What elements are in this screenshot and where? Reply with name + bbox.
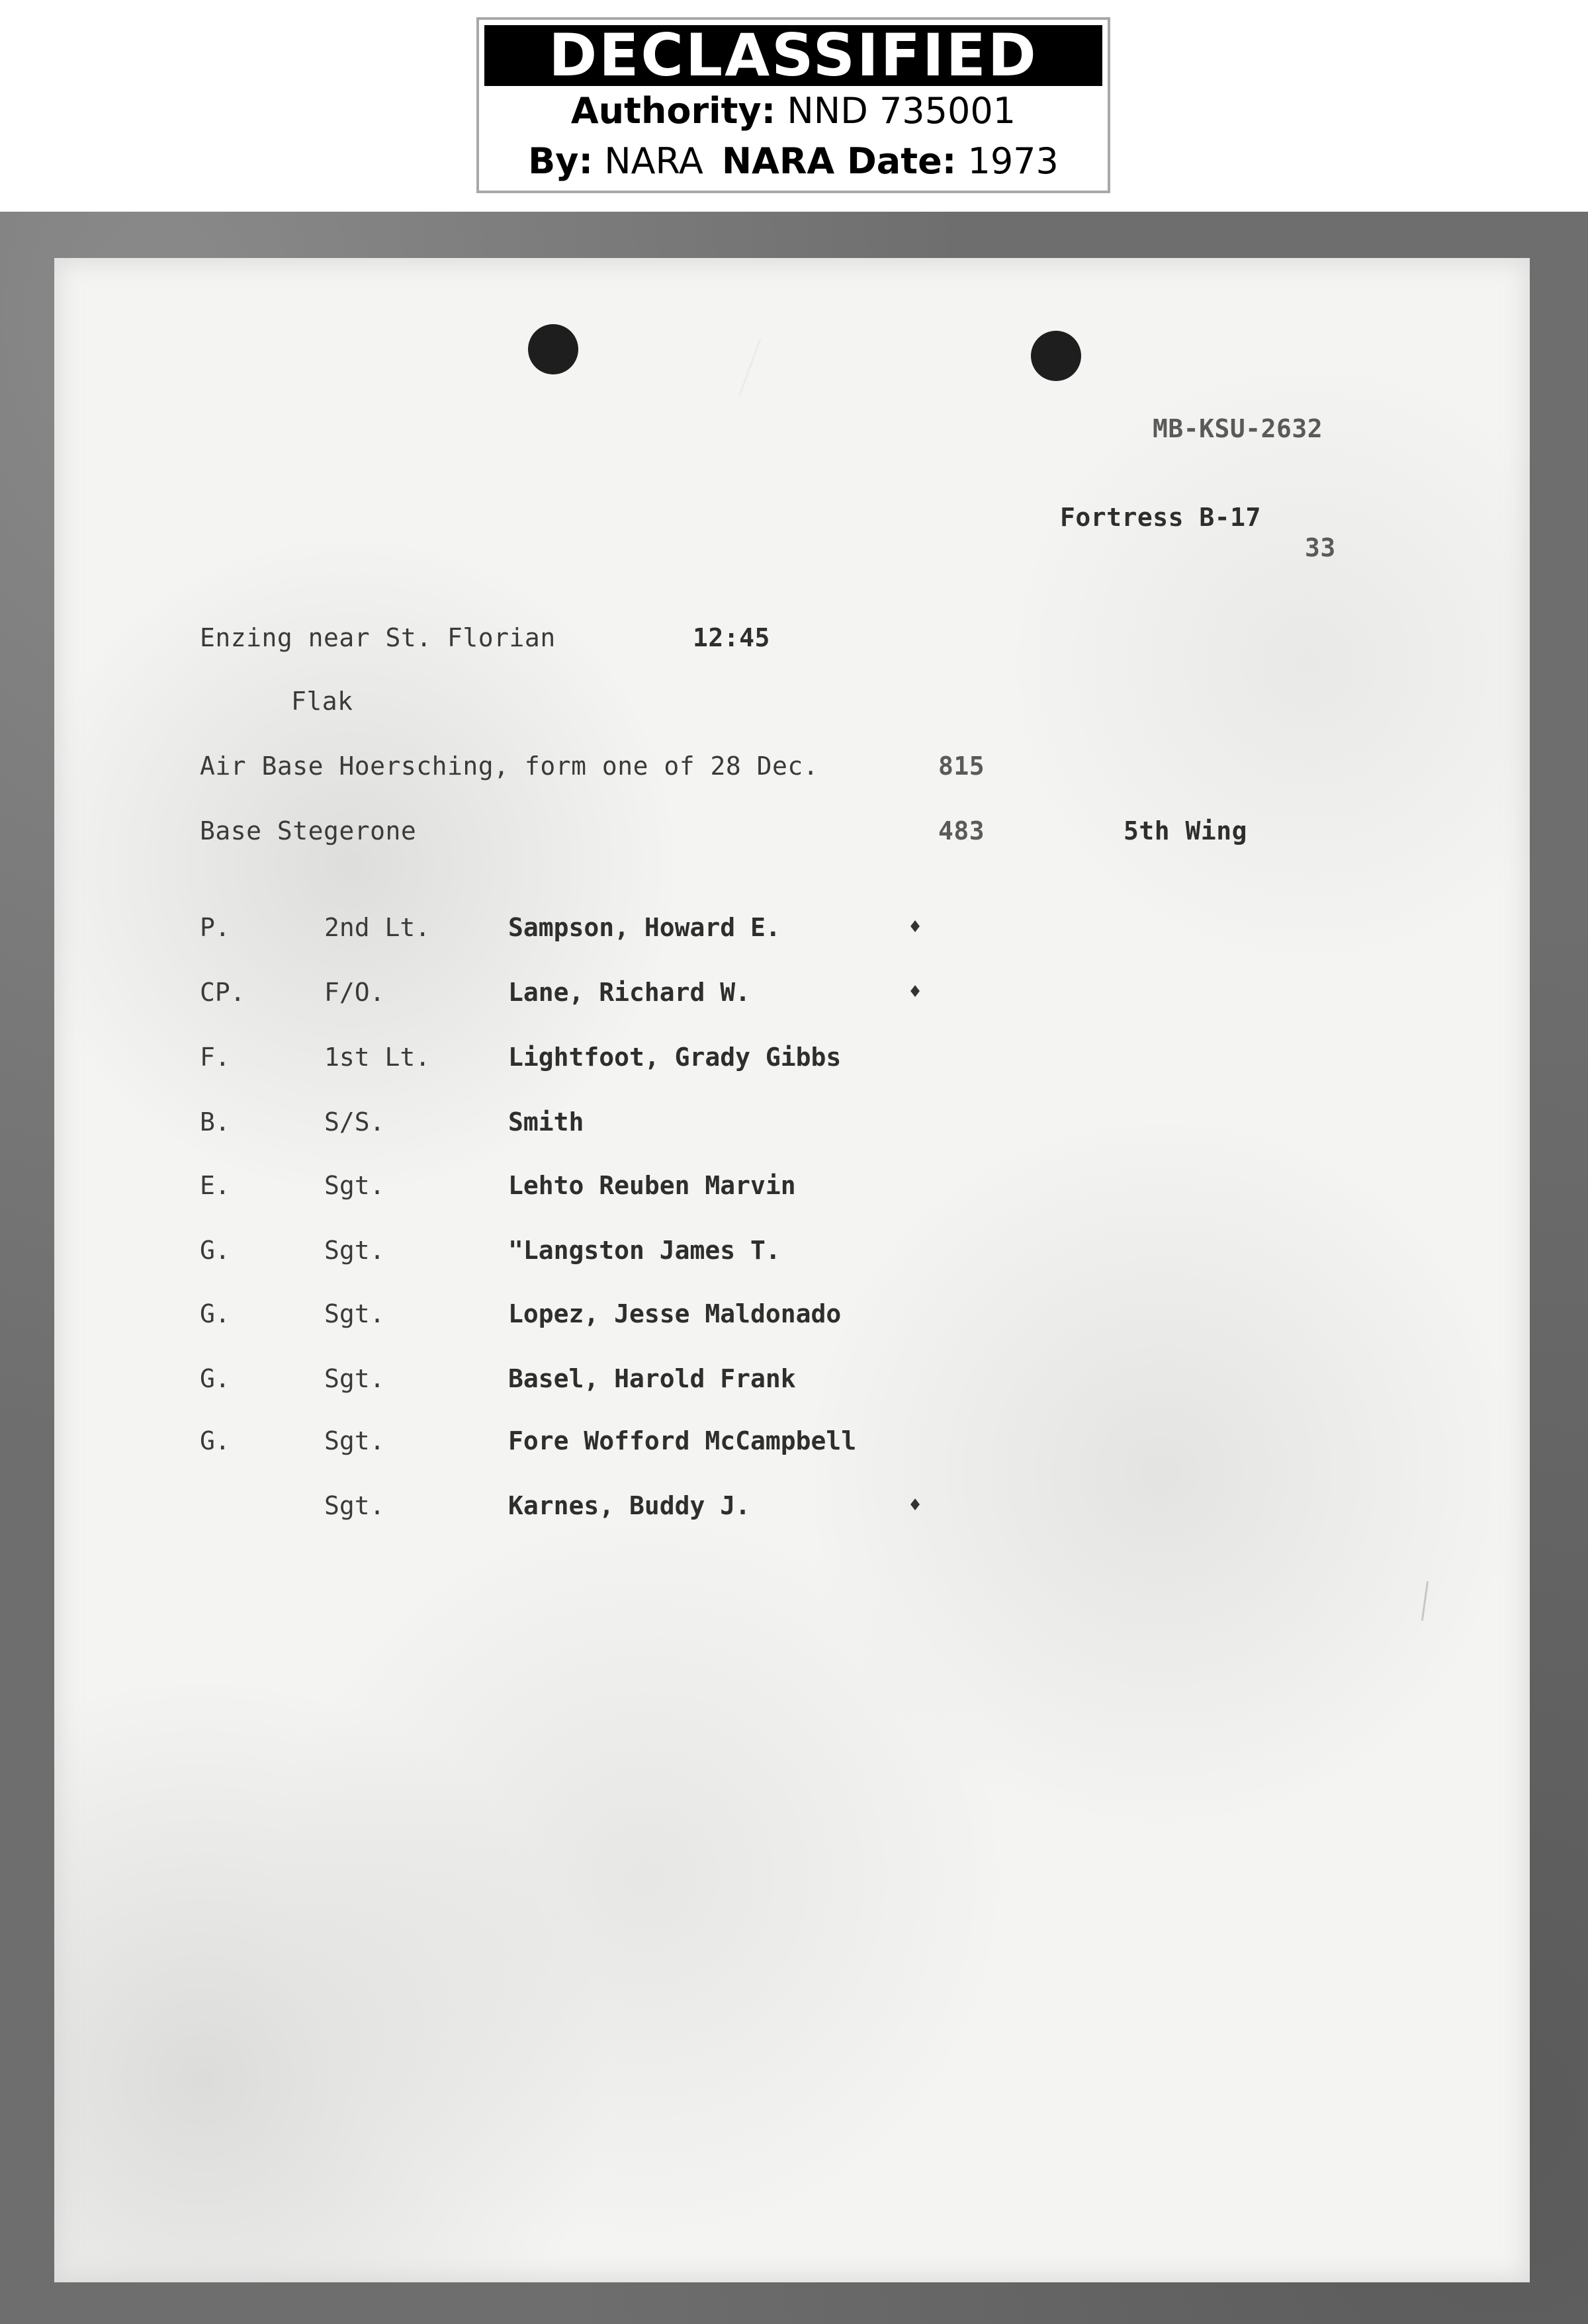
crew-name: "Langston James T.	[508, 1236, 781, 1265]
crew-name: Lopez, Jesse Maldonado	[508, 1299, 842, 1328]
crew-mark: ♦	[909, 1494, 922, 1517]
crew-position: G.	[200, 1426, 230, 1455]
crew-name: Lehto Reuben Marvin	[508, 1171, 796, 1200]
crew-rank: 2nd Lt.	[324, 913, 431, 942]
crew-row	[200, 1364, 1060, 1397]
crew-row	[200, 1491, 1060, 1524]
punch-hole	[528, 324, 578, 374]
crew-position: B.	[200, 1107, 230, 1137]
stamp-authority-value: NND 735001	[787, 90, 1016, 132]
stamp-by-value: NARA	[604, 140, 703, 182]
crew-name: Lane, Richard W.	[508, 978, 751, 1007]
punch-hole	[1031, 331, 1081, 381]
crew-rank: Sgt.	[324, 1364, 385, 1393]
crew-name: Basel, Harold Frank	[508, 1364, 796, 1393]
air-base-value: 815	[938, 752, 985, 781]
crew-mark: ♦	[909, 980, 922, 1004]
crew-rank: 1st Lt.	[324, 1043, 431, 1072]
crew-name: Smith	[508, 1107, 584, 1137]
crew-name: Fore Wofford McCampbell	[508, 1426, 857, 1455]
base-value: 483	[938, 816, 985, 845]
crew-position: G.	[200, 1299, 230, 1328]
crew-rank: Sgt.	[324, 1491, 385, 1520]
crew-row	[200, 1107, 1060, 1140]
crew-name: Karnes, Buddy J.	[508, 1491, 751, 1520]
aircraft-type: Fortress B-17	[1060, 503, 1261, 532]
stamp-by-label: By:	[528, 140, 594, 182]
crash-location: Enzing near St. Florian	[200, 623, 556, 652]
scanned-page-frame	[0, 212, 1588, 2324]
crew-position: G.	[200, 1364, 230, 1393]
declassification-stamp	[476, 17, 1110, 193]
crew-row	[200, 1299, 1060, 1332]
scan-scratch	[1421, 1581, 1429, 1621]
crew-position: CP.	[200, 978, 245, 1007]
crew-rank: Sgt.	[324, 1171, 385, 1200]
document-paper	[54, 258, 1530, 2282]
crew-rank: Sgt.	[324, 1426, 385, 1455]
crew-rank: S/S.	[324, 1107, 385, 1137]
crew-row	[200, 1171, 1060, 1204]
stamp-date-value: 1973	[967, 140, 1059, 182]
scan-scratch	[739, 339, 762, 396]
air-base-line: Air Base Hoersching, form one of 28 Dec.	[200, 752, 819, 781]
stamp-date-label: NARA Date:	[721, 140, 957, 182]
loss-cause: Flak	[291, 687, 353, 716]
crew-row	[200, 1236, 1060, 1269]
report-number: MB-KSU-2632	[1153, 414, 1323, 443]
crew-position: F.	[200, 1043, 230, 1072]
crew-name: Lightfoot, Grady Gibbs	[508, 1043, 842, 1072]
crew-position: P.	[200, 913, 230, 942]
crew-row	[200, 1043, 1060, 1076]
crew-row	[200, 913, 1060, 946]
corner-number: 33	[1305, 533, 1336, 562]
wing-label: 5th Wing	[1124, 816, 1248, 845]
crew-row	[200, 1426, 1060, 1459]
crash-time: 12:45	[693, 623, 770, 652]
crew-name: Sampson, Howard E.	[508, 913, 781, 942]
crew-rank: Sgt.	[324, 1299, 385, 1328]
crew-position: E.	[200, 1171, 230, 1200]
stamp-authority-label: Authority:	[570, 90, 776, 132]
crew-rank: F/O.	[324, 978, 385, 1007]
crew-mark: ♦	[909, 916, 922, 939]
crew-row	[200, 978, 1060, 1011]
stamp-title: DECLASSIFIED	[484, 25, 1102, 86]
base-line: Base Stegerone	[200, 816, 417, 845]
crew-rank: Sgt.	[324, 1236, 385, 1265]
crew-position: G.	[200, 1236, 230, 1265]
stamp-by-line	[479, 136, 1108, 187]
stamp-authority-line	[479, 86, 1108, 136]
